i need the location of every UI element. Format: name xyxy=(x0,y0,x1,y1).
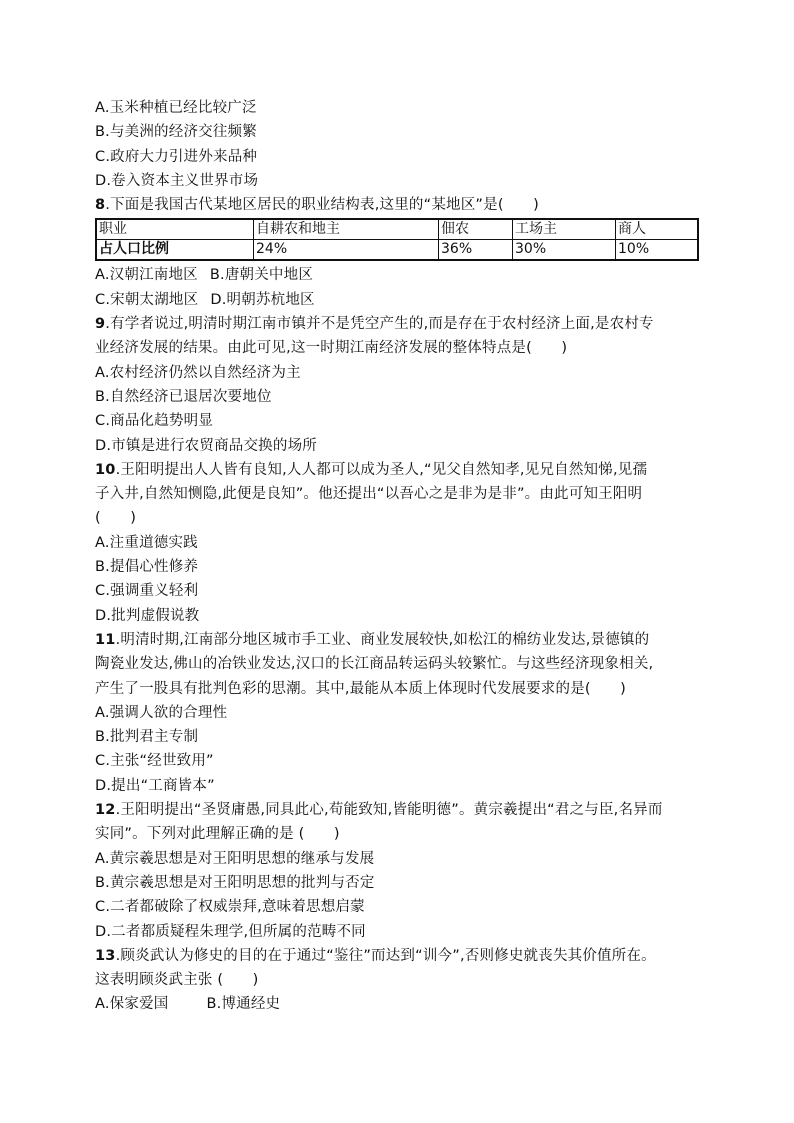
q8-option-d: D.明朝苏杭地区 xyxy=(210,291,315,308)
q8-stem xyxy=(95,193,705,217)
q10-stem-line-3: ( ) xyxy=(95,510,137,527)
q10-option-b: B.提倡心性修养 xyxy=(95,559,199,576)
q10-stem-line-2: 子入井,自然知恻隐,此便是良知”。他还提出“以吾心之是非为是非”。由此可知王阳明 xyxy=(95,486,643,503)
q13-number: 13 xyxy=(95,947,116,964)
q9-stem-text: .有学者说过,明清时期江南市镇并不是凭空产生的,而是存在于农村经济上面,是农村专 xyxy=(105,316,654,333)
q13-option-b: B.博通经史 xyxy=(206,996,281,1013)
q11-option-b: B.批判君主专制 xyxy=(95,729,199,746)
q11-option-d: D.提出“工商皆本” xyxy=(95,777,215,794)
q10-stem-line-1 xyxy=(95,458,705,482)
q12-option-c: C.二者都破除了权威崇拜,意味着思想启蒙 xyxy=(95,899,365,916)
exam-page xyxy=(95,96,705,1017)
q11-option-c: C.主张“经世致用” xyxy=(95,753,214,770)
q7-option-b: B.与美洲的经济交往频繁 xyxy=(95,124,257,141)
q13-stem-text: .顾炎武认为修史的目的在于通过“鉴往”而达到“训今”,否则修史就丧失其价值所在。 xyxy=(115,947,656,964)
q13-stem-line-1 xyxy=(95,944,705,968)
q8-stem-text: .下面是我国古代某地区居民的职业结构表,这里的“某地区”是( ) xyxy=(105,197,539,214)
occupation-table xyxy=(95,218,699,261)
q13-stem-line-2: 这表明顾炎武主张 ( ) xyxy=(95,972,259,989)
q11-number: 11 xyxy=(95,631,116,648)
q11-option-a: A.强调人欲的合理性 xyxy=(95,704,228,721)
q12-option-b: B.黄宗羲思想是对王阳明思想的批判与否定 xyxy=(95,874,375,891)
q10-option-c: C.强调重义轻利 xyxy=(95,583,199,600)
q7-option-c: C.政府大力引进外来品种 xyxy=(95,148,258,165)
q11-stem-text: .明清时期,江南部分地区城市手工业、商业发展较快,如松江的棉纺业发达,景德镇的 xyxy=(115,631,650,648)
table-row xyxy=(96,240,698,261)
q7-option-d: D.卷入资本主义世界市场 xyxy=(95,172,259,189)
q12-option-a: A.黄宗羲思想是对王阳明思想的继承与发展 xyxy=(95,850,375,867)
q12-option-d: D.二者都质疑程朱理学,但所属的范畴不同 xyxy=(95,923,366,940)
table-cell: 自耕农和地主 xyxy=(254,219,439,240)
table-cell: 职业 xyxy=(96,219,254,240)
q8-number: 8 xyxy=(95,197,106,214)
table-cell: 工场主 xyxy=(513,219,616,240)
q13-option-a: A.保家爱国 xyxy=(95,996,169,1013)
q9-stem-line-2: 业经济发展的结果。由此可见,这一时期江南经济发展的整体特点是( ) xyxy=(95,340,568,357)
q9-option-a: A.农村经济仍然以自然经济为主 xyxy=(95,364,301,381)
q8-option-c: C.宋朝太湖地区 xyxy=(95,291,199,308)
table-cell: 占人口比例 xyxy=(96,240,254,261)
q10-number: 10 xyxy=(95,461,116,478)
table-header-row xyxy=(96,219,698,240)
q9-stem-line-1 xyxy=(95,312,705,336)
q8-options-row-2 xyxy=(95,288,705,312)
table-cell: 24% xyxy=(254,240,439,261)
q11-stem-line-2: 陶瓷业发达,佛山的冶铁业发达,汉口的长江商品转运码头较繁忙。与这些经济现象相关, xyxy=(95,656,654,673)
q9-option-c: C.商品化趋势明显 xyxy=(95,413,214,430)
q12-stem-line-1 xyxy=(95,798,705,822)
q8-options-row-1 xyxy=(95,263,705,287)
q11-stem-line-1 xyxy=(95,628,705,652)
table-cell: 商人 xyxy=(616,219,699,240)
q12-number: 12 xyxy=(95,802,116,819)
q13-options-row-1 xyxy=(95,992,705,1016)
q8-option-a: A.汉朝江南地区 xyxy=(95,267,198,284)
q9-number: 9 xyxy=(95,316,106,333)
q10-option-d: D.批判虚假说教 xyxy=(95,607,200,624)
table-cell: 10% xyxy=(616,240,699,261)
q9-option-d: D.市镇是进行农贸商品交换的场所 xyxy=(95,437,317,454)
q11-stem-line-3: 产生了一股具有批判色彩的思潮。其中,最能从本质上体现时代发展要求的是( ) xyxy=(95,680,627,697)
q12-stem-line-2: 实同”。下列对此理解正确的是 ( ) xyxy=(95,826,340,843)
q12-stem-text: .王阳明提出“圣贤庸愚,同具此心,苟能致知,皆能明德”。黄宗羲提出“君之与臣,名异而 xyxy=(115,802,663,819)
q8-option-b: B.唐朝关中地区 xyxy=(209,267,314,284)
table-cell: 36% xyxy=(439,240,513,261)
q9-option-b: B.自然经济已退居次要地位 xyxy=(95,388,272,405)
q10-option-a: A.注重道德实践 xyxy=(95,534,198,551)
table-cell: 佃农 xyxy=(439,219,513,240)
table-cell: 30% xyxy=(513,240,616,261)
q7-option-a: A.玉米种植已经比较广泛 xyxy=(95,100,257,116)
q10-stem-text: .王阳明提出人人皆有良知,人人都可以成为圣人,“见父自然知孝,见兄自然知悌,见孺 xyxy=(115,461,648,478)
